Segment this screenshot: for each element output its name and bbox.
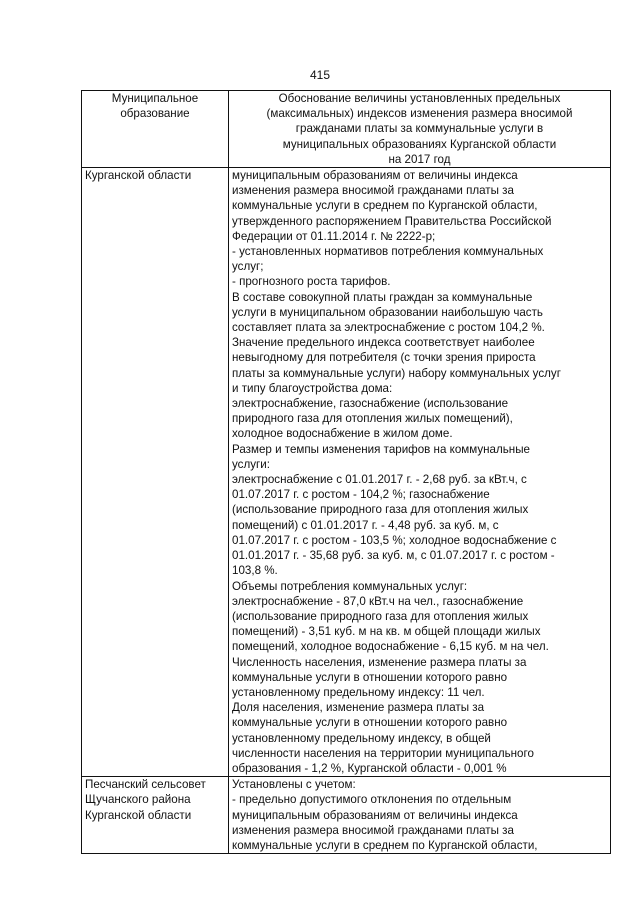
text-line: изменения размера вносимой гражданами платы за bbox=[232, 823, 514, 837]
text-line: 01.07.2017 г. с ростом - 103,5 %; холодное водоснабжение с bbox=[232, 533, 557, 547]
municipality-cell bbox=[82, 168, 229, 777]
justification-cell bbox=[229, 777, 611, 854]
text-line: коммунальные услуги в отношении которого равно bbox=[232, 670, 508, 684]
text-line: - прогнозного роста тарифов. bbox=[232, 275, 391, 289]
text-line: - предельно допустимого отклонения по отдельным bbox=[232, 793, 512, 807]
text-line: установленному предельному индексу: 11 чел. bbox=[232, 685, 485, 699]
text-line: составляет плата за электроснабжение с ростом 104,2 %. bbox=[232, 321, 545, 335]
text-line: помещений, холодное водоснабжение - 6,15 куб. м на чел. bbox=[232, 640, 549, 654]
header-municipality-line: Муниципальное bbox=[111, 92, 199, 105]
text-line: платы за коммунальные услуги) набору коммунальных услуг bbox=[232, 366, 561, 380]
table-row bbox=[82, 168, 611, 777]
text-line: изменения размера вносимой гражданами платы за bbox=[232, 184, 514, 198]
header-municipality-line: образование bbox=[120, 107, 190, 121]
text-line: муниципальным образованиям от величины индекса bbox=[232, 169, 518, 183]
municipality-name: Курганской области bbox=[85, 169, 192, 183]
text-line: В составе совокупной платы граждан за коммунальные bbox=[232, 290, 533, 304]
text-line: коммунальные услуги в отношении которого равно bbox=[232, 716, 508, 730]
text-line: услуг; bbox=[232, 260, 264, 274]
text-line: Объемы потребления коммунальных услуг: bbox=[232, 579, 468, 593]
text-line: 01.01.2017 г. - 35,68 руб. за куб. м, с 01.07.2017 г. с ростом - bbox=[232, 549, 555, 563]
text-line: численности населения на территории муниципального bbox=[232, 746, 534, 760]
text-line: помещений) с 01.01.2017 г. - 4,48 руб. за куб. м, с bbox=[232, 518, 499, 532]
municipality-name: Щучанского района bbox=[85, 793, 191, 807]
municipality-name: Курганской области bbox=[85, 808, 192, 822]
header-justification-line: Обоснование величины установленных предельных bbox=[278, 92, 561, 105]
text-line: невыгодному для потребителя (с точки зрения прироста bbox=[232, 351, 536, 365]
text-line: образования - 1,2 %, Курганской области - 0,001 % bbox=[232, 761, 507, 775]
header-justification bbox=[229, 91, 611, 168]
text-line: - установленных нормативов потребления коммунальных bbox=[232, 245, 544, 259]
text-line: электроснабжение - 87,0 кВт.ч на чел., газоснабжение bbox=[232, 594, 524, 608]
text-line: услуги в муниципальном образовании наибольшую часть bbox=[232, 305, 543, 319]
table-header-row bbox=[82, 91, 611, 168]
text-line: природного газа для отопления жилых помещений), bbox=[232, 412, 513, 426]
municipality-name: Песчанский сельсовет bbox=[85, 778, 206, 792]
header-justification-line: муниципальных образованиях Курганской области bbox=[282, 137, 557, 151]
text-line: электроснабжение, газоснабжение (использование bbox=[232, 397, 509, 411]
text-line: холодное водоснабжение в жилом доме. bbox=[232, 427, 453, 441]
text-line: 01.07.2017 г. с ростом - 104,2 %; газоснабжение bbox=[232, 488, 490, 502]
text-line: Численность населения, изменение размера платы за bbox=[232, 655, 527, 669]
text-line: Федерации от 01.11.2014 г. № 2222-р; bbox=[232, 229, 436, 243]
page-number: 415 bbox=[309, 68, 331, 82]
text-line: Доля населения, изменение размера платы за bbox=[232, 701, 485, 715]
text-line: коммунальные услуги в среднем по Курганской области, bbox=[232, 199, 538, 213]
text-line: электроснабжение с 01.01.2017 г. - 2,68 руб. за кВт.ч, с bbox=[232, 473, 527, 487]
text-line: установленному предельному индексу, в общей bbox=[232, 731, 491, 745]
text-line: Установлены с учетом: bbox=[232, 778, 356, 792]
justification-cell bbox=[229, 168, 611, 777]
text-line: Значение предельного индекса соответствует наиболее bbox=[232, 336, 535, 350]
text-line: коммунальные услуги в среднем по Курганской области, bbox=[232, 838, 538, 852]
index-justification-table bbox=[81, 90, 611, 854]
table-row bbox=[82, 777, 611, 854]
text-line: (использование природного газа для отопления жилых bbox=[232, 609, 529, 623]
text-line: утвержденного распоряжением Правительства Российской bbox=[232, 214, 552, 228]
header-justification-line: гражданами платы за коммунальные услуги в bbox=[295, 122, 544, 136]
header-municipality bbox=[82, 91, 229, 168]
text-line: Размер и темпы изменения тарифов на коммунальные bbox=[232, 442, 530, 456]
text-line: услуги: bbox=[232, 457, 270, 471]
text-line: и типу благоустройства дома: bbox=[232, 381, 393, 395]
text-line: (использование природного газа для отопления жилых bbox=[232, 503, 529, 517]
municipality-cell bbox=[82, 777, 229, 854]
text-line: помещений) - 3,51 куб. м на кв. м общей площади жилых bbox=[232, 625, 541, 639]
header-justification-line: на 2017 год bbox=[388, 152, 451, 166]
header-justification-line: (максимальных) индексов изменения размера вносимой bbox=[266, 107, 573, 121]
text-line: муниципальным образованиям от величины индекса bbox=[232, 808, 518, 822]
text-line: 103,8 %. bbox=[232, 564, 278, 578]
